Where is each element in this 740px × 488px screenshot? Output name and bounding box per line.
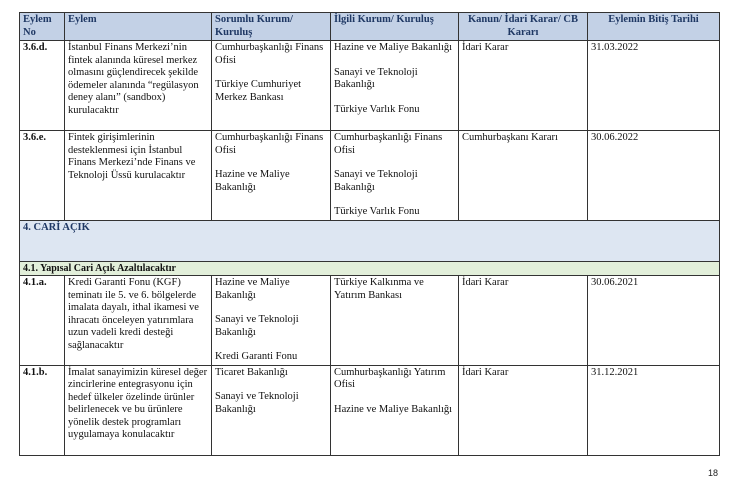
table-row [20,41,720,131]
responsible-entity: Hazine ve Maliye Bakanlığı [215,277,290,301]
related-entity: Cumhurbaşkanlığı Yatırım Ofisi [334,366,446,390]
action-plan-table [19,12,720,456]
related-entity: Cumhurbaşkanlığı Finans Ofisi [334,132,443,156]
table-row [20,276,720,366]
related-cell [331,365,459,455]
law-cell: İdari Karar [459,276,588,366]
related-entity: Türkiye Kalkınma ve Yatırım Bankası [334,277,424,301]
header-responsible: Sorumlu Kurum/ Kuruluş [212,13,331,41]
responsible-cell [212,276,331,366]
table-header-row [20,13,720,41]
responsible-cell [212,41,331,131]
header-related: İlgili Kurum/ Kuruluş [331,13,459,41]
responsible-entity: Türkiye Cumhuriyet Merkez Bankası [215,79,302,103]
related-cell [331,41,459,131]
deadline-cell: 30.06.2022 [588,131,720,221]
law-cell: İdari Karar [459,41,588,131]
responsible-entity: Cumhurbaşkanlığı Finans Ofisi [215,132,324,156]
action-text: Kredi Garanti Fonu (KGF) teminatı ile 5. ve 6. bölgelerde imalata dayalı, ithal ikamesi ve ihracatı önceleyen yatırımlara uzun vadeli kredi desteği sağlanacaktır [65,276,212,366]
section-title: 4. CARİ AÇIK [20,221,720,262]
related-entity: Hazine ve Maliye Bakanlığı [334,42,453,53]
table-row [20,365,720,455]
action-no: 3.6.d. [20,41,65,131]
responsible-cell [212,365,331,455]
responsible-cell [212,131,331,221]
subsection-row [20,262,720,276]
law-cell: İdari Karar [459,365,588,455]
related-entity: Sanayi ve Teknoloji Bakanlığı [334,169,418,193]
subsection-title: 4.1. Yapısal Cari Açık Azaltılacaktır [20,262,720,276]
page-number: 18 [708,468,719,478]
header-action: Eylem [65,13,212,41]
responsible-entity: Kredi Garanti Fonu [215,351,298,362]
header-deadline: Eylemin Bitiş Tarihi [588,13,720,41]
related-entity: Hazine ve Maliye Bakanlığı [334,403,453,415]
responsible-entity: Ticaret Bakanlığı [215,366,288,378]
related-cell [331,131,459,221]
deadline-cell: 31.03.2022 [588,41,720,131]
deadline-cell: 30.06.2021 [588,276,720,366]
deadline-cell: 31.12.2021 [588,365,720,455]
related-entity: Sanayi ve Teknoloji Bakanlığı [334,66,418,90]
action-no: 4.1.a. [20,276,65,366]
responsible-entity: Sanayi ve Teknoloji Bakanlığı [215,314,299,338]
table-row [20,131,720,221]
action-no: 3.6.e. [20,131,65,221]
action-no: 4.1.b. [20,365,65,455]
action-text: İmalat sanayimizin küresel değer zincirlerine entegrasyonu için hedef ülkeler özelinde ürünler belirlenecek ve bu ürünlere yönelik destek programları uygulamaya konulacaktır [65,365,212,455]
responsible-entity: Hazine ve Maliye Bakanlığı [215,169,290,193]
responsible-entity: Cumhurbaşkanlığı Finans Ofisi [215,42,324,66]
action-text: Fintek girişimlerinin desteklenmesi için İstanbul Finans Merkezi’nde Finans ve Teknoloji Üssü kurulacaktır [65,131,212,221]
header-law: Kanun/ İdari Karar/ CB Kararı [459,13,588,41]
responsible-entity: Sanayi ve Teknoloji Bakanlığı [215,391,299,415]
action-text: İstanbul Finans Merkezi’nin fintek alanında küresel merkez olmasını güçlendirecek şekilde ödemeler alanında “regülasyon deney alanı” (sandbox) kurulacaktır [65,41,212,131]
law-cell: Cumhurbaşkanı Kararı [459,131,588,221]
related-cell [331,276,459,366]
section-row [20,221,720,262]
header-action-no: Eylem No [20,13,65,41]
related-entity: Türkiye Varlık Fonu [334,103,420,115]
related-entity: Türkiye Varlık Fonu [334,206,420,217]
